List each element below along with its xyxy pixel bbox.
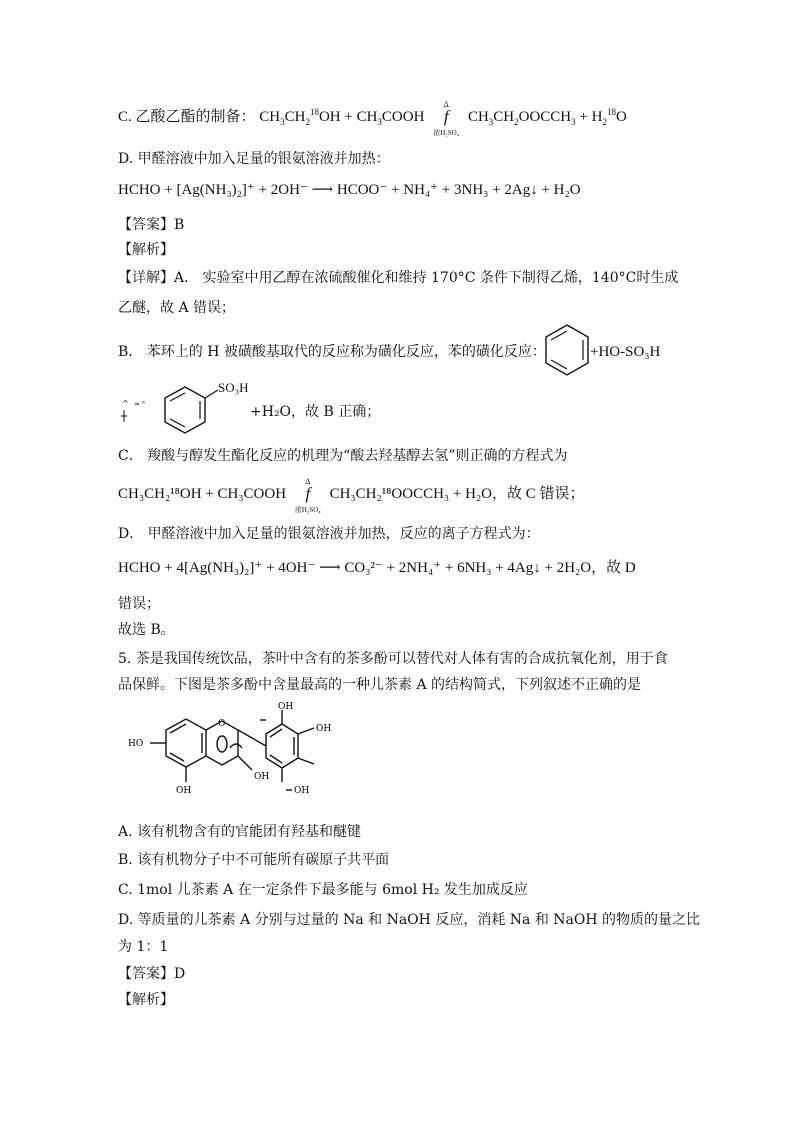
option-c-label: C. 乙酸乙酯的制备： [118,109,256,125]
reversible-arrow-icon [120,396,154,424]
svg-text:^: ^ [122,399,129,408]
answer-2: 【答案】D [118,966,186,982]
reaction-condition: Δ f 浓H₂SO₄ [433,100,460,138]
choose-answer: 故选 B。 [118,622,175,638]
catechin-structure-diagram [118,700,358,815]
option-5d-line-2: 为 1：1 [118,939,169,955]
option-c: C. 乙酸乙酯的制备： $CH_3CH_2^{18}OH$ + $CH_3COOH$ Δ f 浓H₂SO₄ $CH_3CH_2OOCCH_3 + H_2^{18}O$ [118,100,627,138]
label-oh-top: OH [278,702,294,712]
svg-text:ᴬ: ᴬ [142,400,146,408]
label-oh-right: OH [316,724,332,734]
detail-b-line-2: +H₂O，故 B 正确； [250,404,381,420]
detail-d-line-1: D． 甲醛溶液中加入足量的银氨溶液并加热，反应的离子方程式为： [118,526,540,542]
detail-c-line-1: C． 羧酸与醇发生酯化反应的机理为“酸去羟基醇去氢”则正确的方程式为 [118,448,568,464]
question-5-line-1: 5. 茶是我国传统饮品，茶叶中含有的茶多酚可以替代对人体有害的合成抗氧化剂，用于食 [118,651,668,667]
label-oh-mid: OH [254,772,270,782]
svg-text:≈: ≈ [134,400,140,408]
option-d-label: D. 甲醛溶液中加入足量的银氨溶液并加热： [118,151,390,167]
detail-d-line-3: 错误； [118,596,160,612]
detail-d-line-2: HCHO + 4[Ag(NH₃)₂]⁺ + 4OH⁻ ⟶ CO₃²⁻ + 2NH₄⁺ + 6NH₃ + 4Ag↓ + 2H₂O，故 D [118,560,636,576]
label-oh-bottom: OH [176,786,192,796]
benzene-ring-icon [542,322,592,378]
label-ho-left: HO [128,739,144,749]
analysis-2: 【解析】 [118,992,174,1008]
detail-c-line-2: CH₃CH₂¹⁸OH + CH₃COOH Δ f 浓H₂SO₄ CH₃CH₂¹⁸OOCCH₃ + H₂O，故 C 错误； [118,477,585,515]
option-5d-line-1: D. 等质量的儿茶素 A 分别与过量的 Na 和 NaOH 反应，消耗 Na 和 NaOH 的物质的量之比 [118,912,700,928]
label-oh-bottom-right: OH [294,786,310,796]
analysis-1: 【解析】 [118,242,174,258]
reaction-condition-2: Δ f 浓H₂SO₄ [294,477,321,515]
detail-b-line-1: B． 苯环上的 H 被磺酸基取代的反应称为磺化反应，苯的磺化反应： [118,344,546,360]
option-5c: C. 1mol 儿茶素 A 在一定条件下最多能与 6mol H₂ 发生加成反应 [118,882,528,898]
option-d-equation: HCHO + [Ag(NH₃)₂]⁺ + 2OH⁻ ⟶ HCOO⁻ + NH₄⁺ + 3NH₃ + 2Ag↓ + H₂O [118,182,581,198]
option-5b: B. 该有机物分子中不可能所有碳原子共平面 [118,852,390,868]
question-5-line-2: 品保鲜。下图是茶多酚中含量最高的一种儿茶素 A 的结构简式，下列叙述不正确的是 [118,677,642,693]
answer-1: 【答案】B [118,217,185,233]
detail-a-line-2: 乙醚，故 A 错误； [118,300,236,316]
sulfonation-reagent: +HO-SO₃H [590,344,661,360]
option-5a: A. 该有机物含有的官能团有羟基和醚键 [118,824,362,840]
detail-a-line-1: 【详解】A． 实验室中用乙醇在浓硫酸催化和维持 170°C 条件下制得乙烯，140°C时生成 [118,270,679,286]
sulfonic-group-label: SO₃H [218,380,249,395]
svg-text:O: O [218,719,226,729]
